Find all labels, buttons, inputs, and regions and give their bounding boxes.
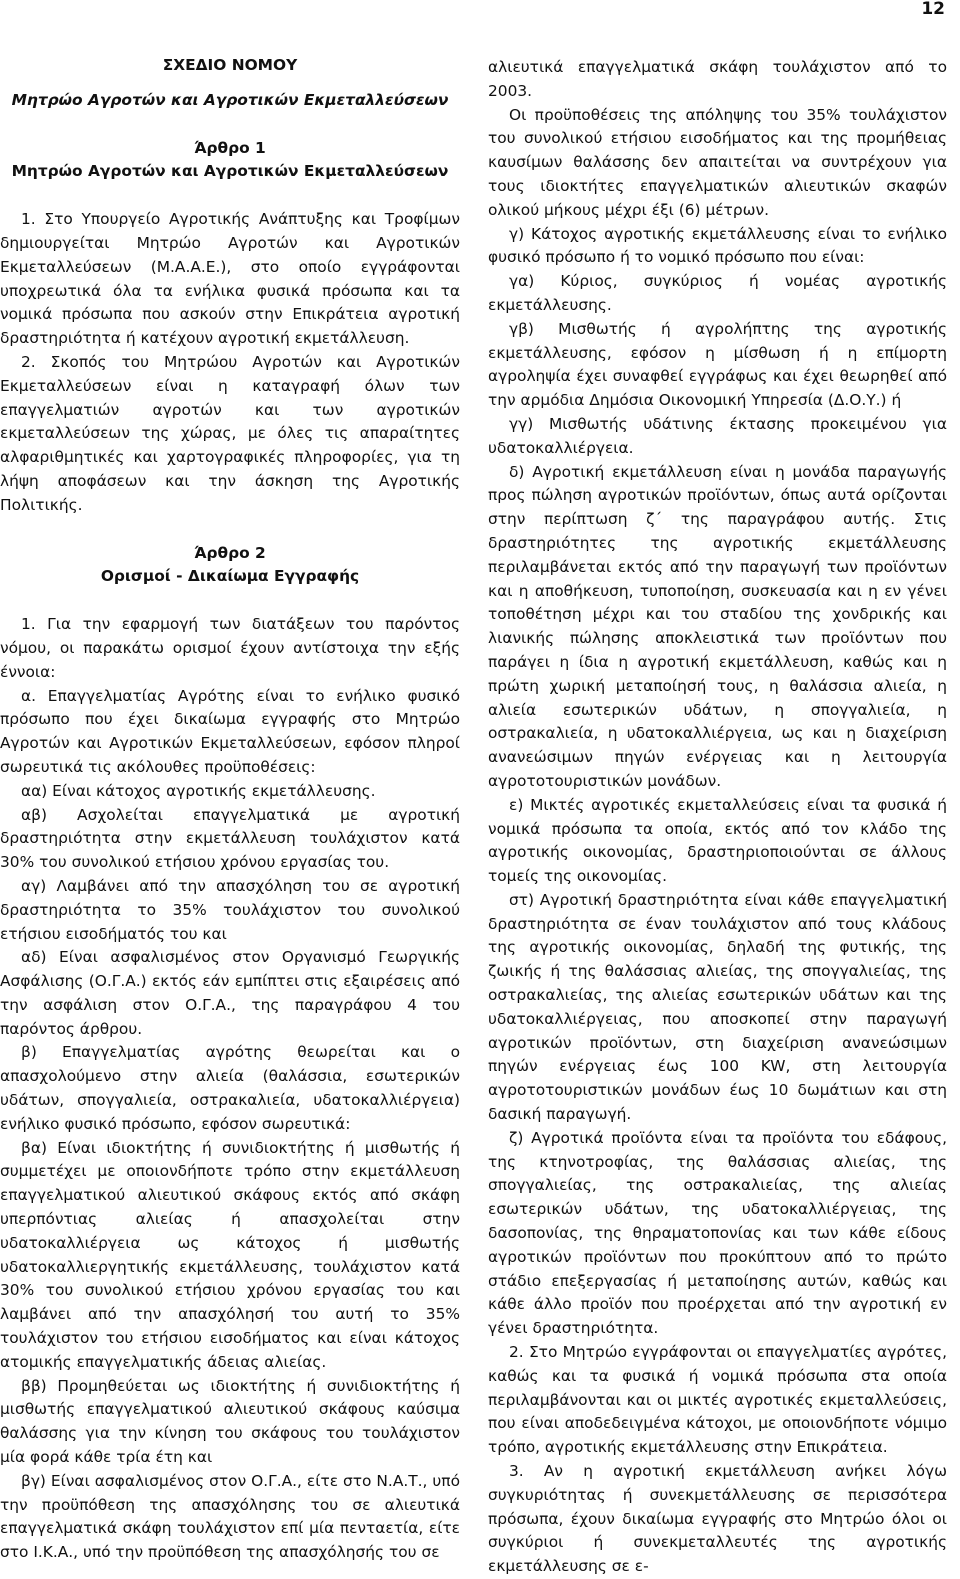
left-column bbox=[0, 54, 460, 1565]
article-2-paragraph: αβ) Ασχολείται επαγγελματικά με αγροτική δραστηριότητα στην εκμετάλλευση τουλάχιστον κατά 30% του συνολικού ετήσιου χρόνου εργασίας του. bbox=[0, 805, 460, 872]
article-2-paragraph: ββ) Προμηθεύεται ως ιδιοκτήτης ή συνιδιοκτήτης ή μισθωτής επαγγελματικού αλιευτικού σκάφους καύσιμα θαλάσσης για την κίνηση του σκάφους του τουλάχιστον μία φορά κάθε τρία έτη και bbox=[0, 1376, 460, 1467]
right-paragraph: γβ) Μισθωτής ή αγρολήπτης της αγροτικής εκμετάλλευσης, εφόσον η μίσθωση ή η επίμορτη αγροληψία έχει συναφθεί εγγράφως και έχει θεωρηθεί από την αρμόδια Δημόσια Οικονομική Υπηρεσία (Δ.Ο.Υ.) ή bbox=[488, 319, 947, 410]
article-2-paragraph: 1. Για την εφαρμογή των διατάξεων του παρόντος νόμου, οι παρακάτω ορισμοί έχουν αντίστοιχα την εξής έννοια: bbox=[0, 615, 460, 681]
article-2-paragraph: αα) Είναι κάτοχος αγροτικής εκμετάλλευσης. bbox=[21, 781, 376, 800]
article-1-number: Άρθρο 1 bbox=[194, 138, 266, 157]
right-paragraph: γα) Κύριος, συγκύριος ή νομέας αγροτικής εκμετάλλευσης. bbox=[488, 272, 947, 314]
right-paragraph: στ) Αγροτική δραστηριότητα είναι κάθε επαγγελματική δραστηριότητα σε έναν τουλάχιστον από τους κλάδους της αγροτικής οικονομίας, δηλαδή της φυτικής, της ζωικής ή της θαλάσσιας αλιείας, της σπογγαλιείας, της οστρακαλιείας, της αλιείας εσωτερικών υδάτων και της υδατοκαλλιέργειας, που αποσκοπεί στην παραγωγή αγροτικών προϊόντων, στη διαχείριση ανανεώσιμων πηγών ενέργειας έως 100 KW, στη λειτουργία αγροτοτουριστικών μονάδων έως 10 δωμάτιων και στη δασική παραγωγή. bbox=[488, 890, 947, 1124]
bill-title: Μητρώο Αγροτών και Αγροτικών Εκμεταλλεύσεων bbox=[11, 90, 449, 109]
right-paragraph: ζ) Αγροτικά προϊόντα είναι τα προϊόντα του εδάφους, της κτηνοτροφίας, της θαλάσσιας αλιείας, της σπογγαλιείας, της οστρακαλιείας, της αλιείας εσωτερικών υδάτων, της υδατοκαλλιέργειας, της δασοπονίας, της θηραματοπονίας και των κάθε είδους αγροτικών προϊόντων που προκύπτουν από το πρώτο στάδιο επεξεργασίας ή μεταποίησης αυτών, καθώς και κάθε άλλο προϊόν που προέρχεται από την αγροτική εν γένει δραστηριότητα. bbox=[488, 1128, 947, 1338]
right-paragraph: 3. Αν η αγροτική εκμετάλλευση ανήκει λόγω συγκυριότητας ή συνεκμετάλλευσης σε περισσότερα πρόσωπα, έχουν δικαίωμα εγγραφής στο Μητρώο όλοι οι συγκύριοι ή συνεκμεταλλευτές της αγροτικής εκμετάλλευσης σε ε- bbox=[488, 1462, 947, 1576]
article-1-title: Μητρώο Αγροτών και Αγροτικών Εκμεταλλεύσεων bbox=[11, 162, 449, 181]
article-2-paragraph: α. Επαγγελματίας Αγρότης είναι το ενήλικο φυσικό πρόσωπο που έχει δικαίωμα εγγραφής στο Μητρώο Αγροτών και Αγροτικών Εκμεταλλεύσεων, εφόσον πληροί σωρευτικά τις ακόλουθες προϋποθέσεις: bbox=[0, 686, 460, 776]
article-1-paragraph: 2. Σκοπός του Μητρώου Αγροτών και Αγροτικών Εκμεταλλεύσεων είναι η καταγραφή όλων των επαγγελματιών αγροτών και των αγροτικών εκμεταλλεύσεων της χώρας, με όλες τις απαραίτητες αλφαριθμητικές και χαρτογραφικές πληροφορίες, για τη λήψη αποφάσεων και την άσκηση της Αγροτικής Πολιτικής. bbox=[0, 352, 460, 514]
article-2-paragraph: αγ) Λαμβάνει από την απασχόληση του σε αγροτική δραστηριότητα το 35% τουλάχιστον του συνολικού ετήσιου εισοδήματός του και bbox=[0, 876, 460, 943]
right-paragraph: 2. Στο Μητρώο εγγράφονται οι επαγγελματίες αγρότες, καθώς και τα φυσικά ή νομικά πρόσωπα στα οποία περιλαμβάνονται και οι μικτές αγροτικές εκμεταλλεύσεις, που είναι αποδεδειγμένα κάτοχοι, με οποιονδήποτε νόμιμο τρόπο, αγροτικής εκμετάλλευσης στην Επικράτεια. bbox=[488, 1343, 947, 1457]
right-column bbox=[488, 56, 947, 1579]
article-1-paragraph: 1. Στο Υπουργείο Αγροτικής Ανάπτυξης και Τροφίμων δημιουργείται Μητρώο Αγροτών και Αγροτικών Εκμεταλλεύσεων (Μ.Α.Α.Ε.), στο οποίο εγγράφονται υποχρεωτικά όλα τα ενήλικα φυσικά πρόσωπα και τα νομικά πρόσωπα που ασκούν στην Επικράτεια αγροτική δραστηριότητα ή κατέχουν αγροτική εκμετάλλευση. bbox=[0, 210, 460, 348]
right-paragraph: γ) Κάτοχος αγροτικής εκμετάλλευσης είναι το ενήλικο φυσικό πρόσωπο ή το νομικό πρόσωπο που είναι: bbox=[488, 224, 947, 267]
article-2-paragraph: βα) Είναι ιδιοκτήτης ή συνιδιοκτήτης ή μισθωτής ή συμμετέχει με οποιονδήποτε τρόπο στην εκμετάλλευση επαγγελματικού αλιευτικού σκάφους εκτός από σκάφη υπερπόντιας αλιείας ή απασχολείται στην υδατοκαλλιέργεια ως κάτοχος ή μισθωτής υδατοκαλλιεργητικής εκμετάλλευσης, τουλάχιστον κατά 30% του συνολικού ετήσιου χρόνου εργασίας του και λαμβάνει από την απασχόλησή του αυτή το 35% τουλάχιστον του ετήσιου εισοδήματος και είναι κάτοχος ατομικής επαγγελματικής άδειας αλιείας. bbox=[0, 1138, 460, 1371]
right-paragraph: γγ) Μισθωτής υδάτινης έκτασης προκειμένου για υδατοκαλλιέργεια. bbox=[488, 414, 947, 457]
right-paragraph: αλιευτικά επαγγελματικά σκάφη τουλάχιστον από το 2003. bbox=[488, 58, 947, 100]
page-number: 12 bbox=[921, 0, 945, 19]
article-2-number: Άρθρο 2 bbox=[194, 543, 266, 562]
right-paragraph: ε) Μικτές αγροτικές εκμεταλλεύσεις είναι τα φυσικά ή νομικά πρόσωπα τα οποία, εκτός από τον κλάδο της αγροτικής οικονομίας, δραστηριοποιούνται σε άλλους τομείς της οικονομίας. bbox=[488, 795, 947, 886]
bill-heading: ΣΧΕΔΙΟ ΝΟΜΟΥ bbox=[162, 56, 298, 74]
article-2-paragraph: βγ) Είναι ασφαλισμένος στον Ο.Γ.Α., είτε στο Ν.Α.Τ., υπό την προϋπόθεση της απασχόλησης του σε αλιευτικά επαγγελματικά σκάφη τουλάχιστον επί μία πενταετία, είτε στο Ι.Κ.Α., υπό την προϋπόθεση της απασχόλησής του σε bbox=[0, 1471, 460, 1562]
article-2-paragraph: αδ) Είναι ασφαλισμένος στον Οργανισμό Γεωργικής Ασφάλισης (Ο.Γ.Α.) εκτός εάν εμπίπτει στις εξαιρέσεις από την ασφάλιση στον Ο.Γ.Α., της παραγράφου 4 του παρόντος άρθρου. bbox=[0, 948, 460, 1038]
right-paragraph: Οι προϋποθέσεις της απόληψης του 35% τουλάχιστον του συνολικού ετήσιου εισοδήματος και της προμήθειας καυσίμων θαλάσσης δεν απαιτείται να συντρέχουν για τους ιδιοκτήτες επαγγελματικών αλιευτικών σκαφών ολικού μήκους μέχρι έξι (6) μέτρων. bbox=[488, 105, 947, 219]
article-2-title: Ορισμοί - Δικαίωμα Εγγραφής bbox=[100, 567, 360, 586]
right-paragraph: δ) Αγροτική εκμετάλλευση είναι η μονάδα παραγωγής προς πώληση αγροτικών προϊόντων, όπως αυτά ορίζονται στην περίπτωση ζ΄ της παραγράφου αυτής. Στις δραστηριότητες της αγροτικής εκμετάλλευσης περιλαμβάνεται εκτός από την παραγωγή των προϊόντων και η αποθήκευση, τυποποίηση, συσκευασία και η εν γένει τοποθέτηση μέχρι και του σταδίου της χονδρικής και λιανικής πώλησης αποκλειστικά των προϊόντων που παράγει η ίδια η αγροτική εκμετάλλευση, καθώς και η πρώτη χωρική μεταποίησή τους, η θαλάσσια αλιεία, η αλιεία εσωτερικών υδάτων, η σπογγαλιεία, η οστρακαλιεία, η υδατοκαλλιέργεια, ως και η διαχείριση ανανεώσιμων πηγών ενέργειας και η λειτουργία αγροτοτουριστικών μονάδων. bbox=[488, 462, 947, 790]
article-2-paragraph: β) Επαγγελματίας αγρότης θεωρείται και ο απασχολούμενο στην αλιεία (θαλάσσια, εσωτερικών υδάτων, σπογγαλιεία, οστρακαλιεία, υδατοκαλλιέργεια) ενήλικο φυσικό πρόσωπο, εφόσον σωρευτικά: bbox=[0, 1043, 460, 1133]
